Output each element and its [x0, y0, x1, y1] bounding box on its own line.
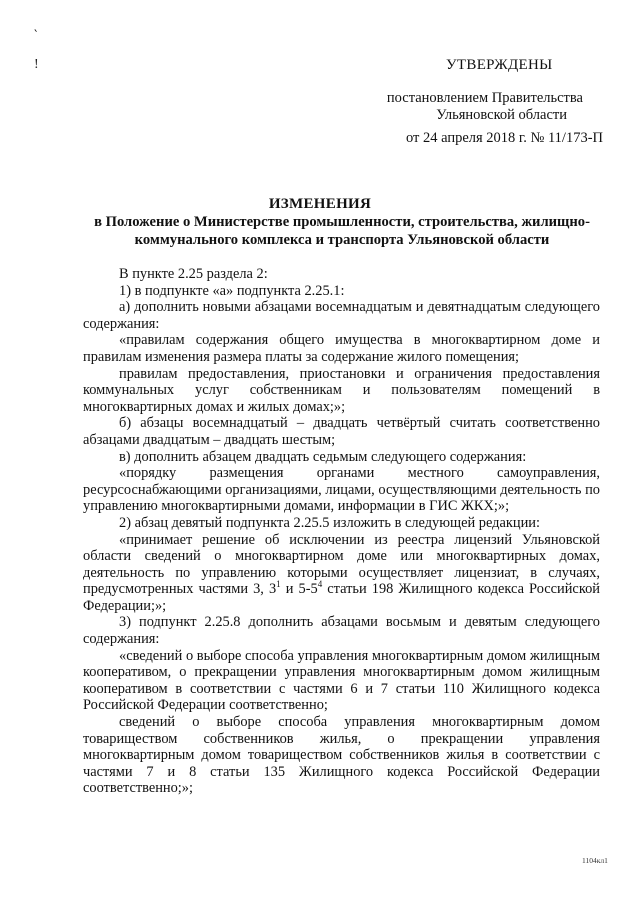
- decree-line-3: от 24 апреля 2018 г. № 11/173-П: [405, 130, 603, 146]
- document-title: ИЗМЕНЕНИЯ: [268, 196, 372, 212]
- paragraph: «сведений о выборе способа управления многоквартирным домом жилищным кооперативом, о прекращении управления многоквартирным домом жилищным кооперативом в соответствии с частями 6 и 7 статьи 110 Жилищного кодекса Российской Федерации соответственно;: [83, 647, 600, 714]
- paragraph: [83, 532, 600, 615]
- approved-heading: УТВЕРЖДЕНЫ: [446, 57, 553, 73]
- paragraph: в) дополнить абзацем двадцать седьмым следующего содержания:: [119, 448, 527, 465]
- footer-code: 1104кл1: [582, 856, 608, 865]
- paragraph: а) дополнить новыми абзацами восемнадцатым и девятнадцатым следующего содержания:: [83, 299, 600, 332]
- document-subtitle: в Положение о Министерстве промышленности, строительства, жилищно-коммунального комплекса и транспорта Ульяновской области: [94, 214, 590, 248]
- paragraph: правилам предоставления, приостановки и ограничения предоставления коммунальных услуг собственникам и пользователям помещений в многоквартирных домах и жилых домах;»;: [83, 365, 600, 415]
- paragraph: сведений о выборе способа управления многоквартирным домом товариществом собственников жилья, о прекращении управления многоквартирным домом товариществом собственников жилья в соответствии с частями 7 и 8 статьи 135 Жилищного кодекса Российской Федерации соответственно;»;: [83, 714, 600, 797]
- superscript: 4: [317, 579, 323, 590]
- paragraph: 2) абзац девятый подпункта 2.25.5 изложить в следующей редакции:: [119, 514, 540, 531]
- paragraph: б) абзацы восемнадцатый – двадцать четвёртый считать соответственно абзацами двадцатым – двадцать шестым;: [83, 415, 600, 448]
- document-body: [83, 266, 600, 797]
- paragraph: 3) подпункт 2.25.8 дополнить абзацами восьмым и девятым следующего содержания:: [83, 614, 600, 648]
- decree-line-1: постановлением Правительства: [386, 90, 583, 106]
- paragraph: «правилам содержания общего имущества в многоквартирном доме и правилам изменения размера платы за содержание жилого помещения;: [83, 332, 600, 365]
- paragraph-text: статьи 198 Жилищного кодекса Российской Федерации;»;: [83, 581, 600, 614]
- decree-line-2: Ульяновской области: [436, 107, 567, 123]
- paragraph: В пункте 2.25 раздела 2:: [119, 266, 268, 282]
- margin-mark-top: ‵: [34, 29, 38, 44]
- superscript: 1: [276, 579, 281, 590]
- paragraph-text: «принимает решение об исключении из реестра лицензий Ульяновской области сведений о многоквартирном доме или многоквартирных домах, деятельность по управлению которыми осуществляет лицензиат, в случаях, предусмотренных частями 3, 3: [83, 531, 600, 598]
- paragraph-text: и 5-5: [280, 581, 318, 598]
- margin-mark-bottom: !: [34, 57, 39, 72]
- paragraph: 1) в подпункте «а» подпункта 2.25.1:: [119, 282, 345, 299]
- paragraph: «порядку размещения органами местного самоуправления, ресурсоснабжающими организациями, лицами, осуществляющими деятельность по управлению многоквартирными домами, информации в ГИС ЖКХ;»;: [83, 465, 600, 515]
